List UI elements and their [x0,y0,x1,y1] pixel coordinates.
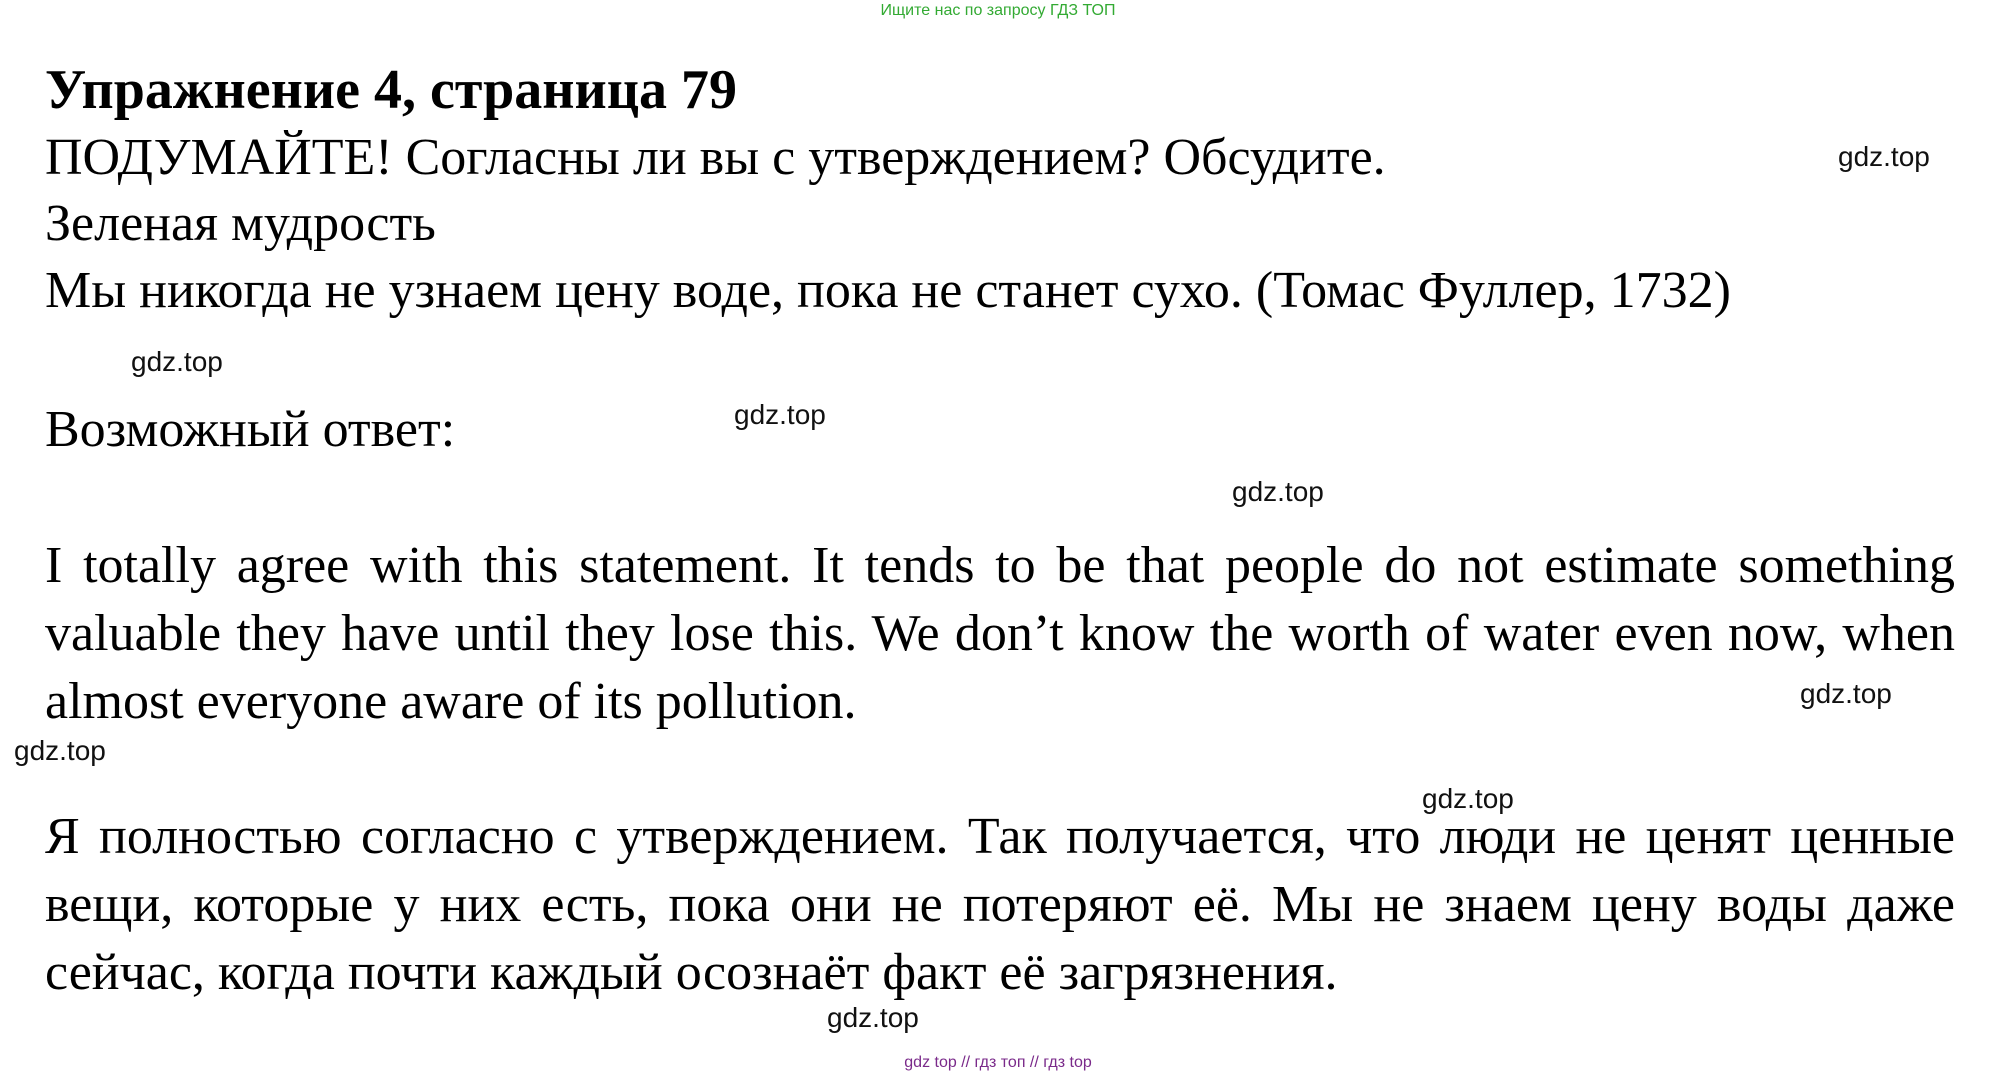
answer-label: Возможный ответ: [45,401,456,458]
answer-english: I totally agree with this statement. It tends to be that people do not estimate something valuable they have until they lose this. We don’t know the worth of water even now, when almost everyone aware of its pollution. [45,537,1955,730]
top-banner: Ищите нас по запросу ГДЗ ТОП [880,2,1116,19]
exercise-quote: Мы никогда не узнаем цену воде, пока не станет сухо. (Томас Фуллер, 1732) [45,262,1731,319]
watermark: gdz.top [1422,783,1514,814]
watermark: gdz.top [734,399,826,430]
footer-links: gdz top // гдз топ // гдз top [904,1054,1092,1071]
watermark: gdz.top [827,1002,919,1033]
watermark: gdz.top [1232,476,1324,507]
watermark: gdz.top [131,346,223,377]
exercise-title: Упражнение 4, страница 79 [45,59,738,121]
watermark: gdz.top [14,735,106,766]
watermark: gdz.top [1800,678,1892,709]
watermark: gdz.top [1838,141,1930,172]
answer-russian: Я полностью согласно с утверждением. Так получается, что люди не ценят ценные вещи, которые у них есть, пока они не потеряют её. Мы не знаем цену воды даже сейчас, когда почти каждый осознаёт факт её загрязнения. [45,808,1955,1001]
exercise-prompt: ПОДУМАЙТЕ! Согласны ли вы с утверждением? Обсудите. [45,129,1386,186]
exercise-subtitle: Зеленая мудрость [45,195,436,252]
